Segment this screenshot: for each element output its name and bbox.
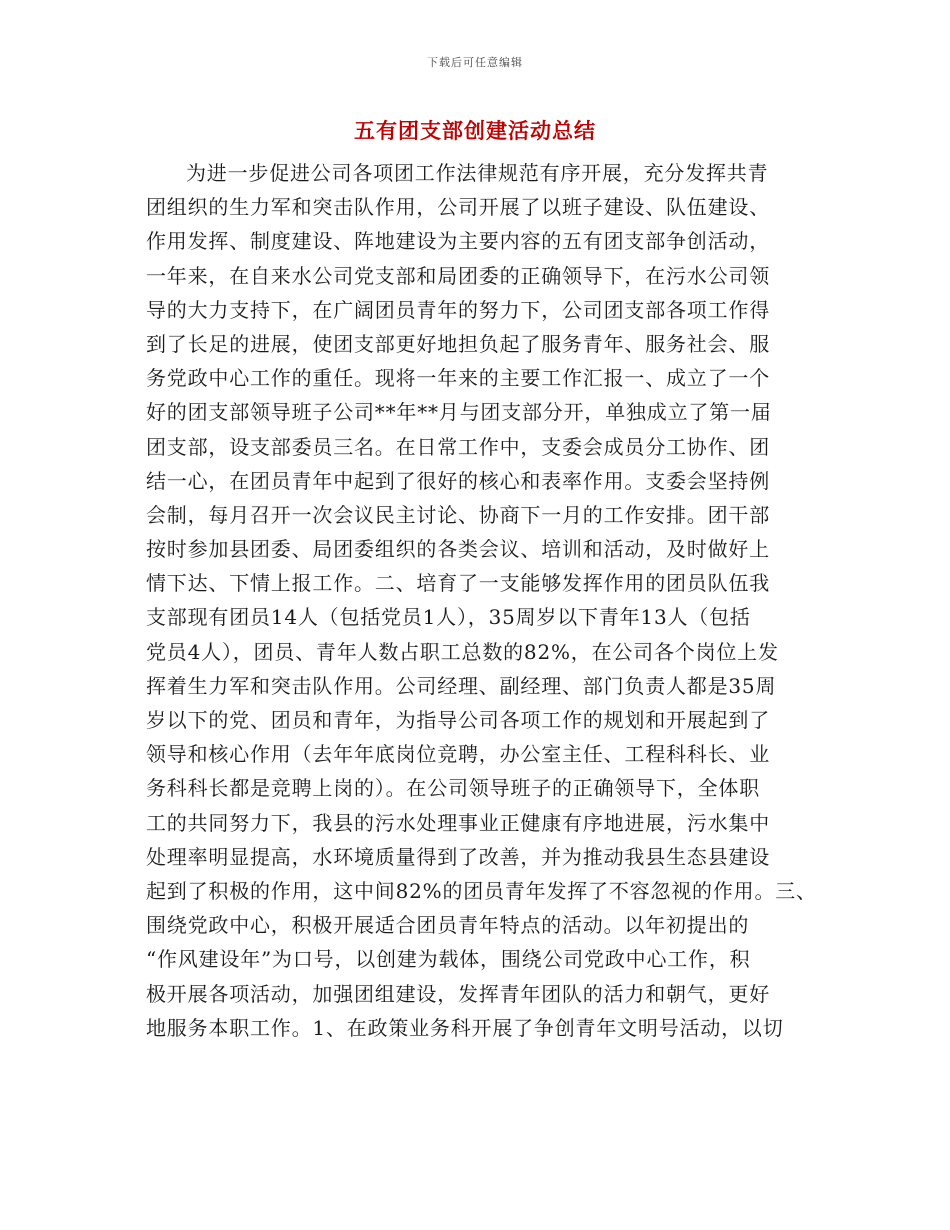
body-line: 围绕党政中心，积极开展适合团员青年特点的活动。以年初提出的 <box>146 913 750 938</box>
body-line: 支部现有团员14人（包括党员1人），35周岁以下青年13人（包括 <box>146 605 751 630</box>
body-line: 会制，每月召开一次会议民主讨论、协商下一月的工作安排。团干部 <box>146 502 770 527</box>
body-line: 岁以下的党、团员和青年，为指导公司各项工作的规划和开展起到了 <box>146 708 770 732</box>
body-line: 务党政中心工作的重任。现将一年来的主要工作汇报一、成立了一个 <box>146 366 770 391</box>
body-line: 起到了积极的作用，这中间82%的团员青年发挥了不容忽视的作用。三、 <box>146 878 817 903</box>
body-line: 领导和核心作用（去年年底岗位竞聘，办公室主任、工程科科长、业 <box>146 742 770 767</box>
body-line: 按时参加县团委、局团委组织的各类会议、培训和活动，及时做好上 <box>146 537 770 562</box>
body-line: 一年来，在自来水公司党支部和局团委的正确领导下，在污水公司领 <box>146 263 770 288</box>
body-line: 团组织的生力军和突击队作用，公司开展了以班子建设、队伍建设、 <box>146 195 770 220</box>
body-line: 团支部，设支部委员三名。在日常工作中，支委会成员分工协作、团 <box>146 434 770 459</box>
body-line: 情下达、下情上报工作。二、培育了一支能够发挥作用的团员队伍我 <box>146 571 770 596</box>
body-line: 好的团支部领导班子公司**年**月与团支部分开，单独成立了第一届 <box>146 400 772 425</box>
page-header-note: 下载后可任意编辑 <box>427 56 523 69</box>
body-line: 导的大力支持下，在广阔团员青年的努力下，公司团支部各项工作得 <box>146 297 770 322</box>
body-line: 地服务本职工作。1、在政策业务科开展了争创青年文明号活动，以切 <box>146 1015 784 1040</box>
body-line: 挥着生力军和突击队作用。公司经理、副经理、部门负责人都是35周 <box>146 673 777 698</box>
document-body <box>146 156 826 1045</box>
body-line: 务科科长都是竞聘上岗的）。在公司领导班子的正确领导下，全体职 <box>146 776 760 801</box>
body-line: 处理率明显提高，水环境质量得到了改善，并为推动我县生态县建设 <box>146 844 770 869</box>
body-line: 结一心，在团员青年中起到了很好的核心和表率作用。支委会坚持例 <box>146 468 770 493</box>
body-line: 为进一步促进公司各项团工作法律规范有序开展，充分发挥共青 <box>186 161 769 185</box>
body-line: 作用发挥、制度建设、阵地建设为主要内容的五有团支部争创活动， <box>146 229 770 254</box>
body-line: “作风建设年”为口号，以创建为载体，围绕公司党政中心工作，积 <box>146 947 751 972</box>
document-title: 五有团支部创建活动总结 <box>354 118 596 143</box>
body-line: 极开展各项活动，加强团组建设，发挥青年团队的活力和朝气，更好 <box>146 981 770 1006</box>
body-line: 党员4人），团员、青年人数占职工总数的82%，在公司各个岗位上发 <box>146 639 779 664</box>
body-line: 工的共同努力下，我县的污水处理事业正健康有序地进展，污水集中 <box>146 810 770 835</box>
body-line: 到了长足的进展，使团支部更好地担负起了服务青年、服务社会、服 <box>146 331 770 356</box>
